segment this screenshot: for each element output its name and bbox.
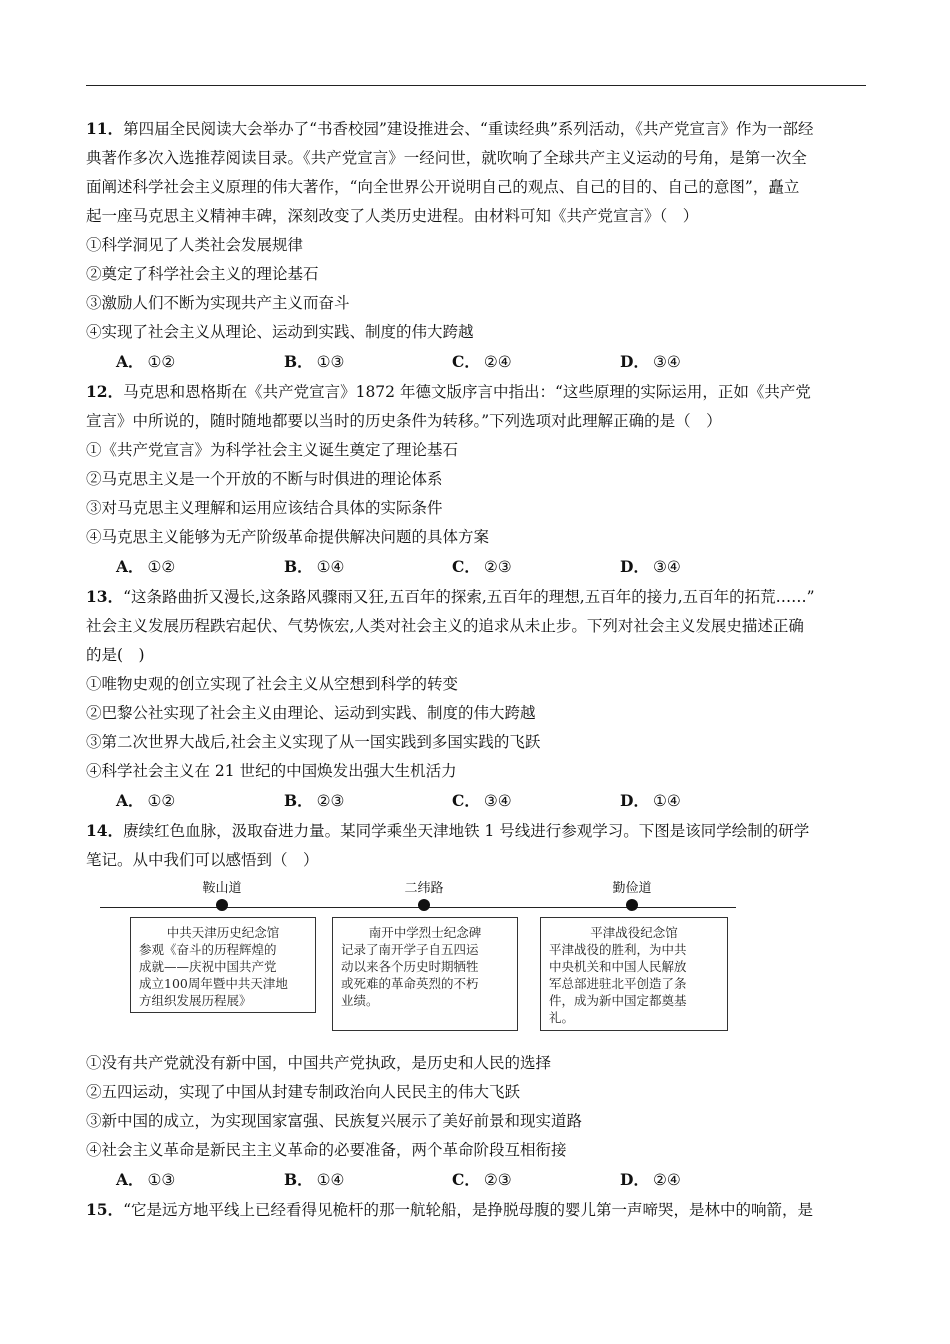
question-stem-line: 社会主义发展历程跌宕起伏、气势恢宏,人类对社会主义的追求从未止步。下列对社会主义发展史描述正确	[86, 617, 804, 635]
statement: ③第二次世界大战后,社会主义实现了从一国实践到多国实践的飞跃	[86, 733, 541, 751]
answer-choices	[86, 1165, 866, 1195]
note-line: 方组织发展历程展》	[139, 993, 252, 1008]
statement: ④社会主义革命是新民主主义革命的必要准备，两个革命阶段互相衔接	[86, 1141, 567, 1159]
choice-a[interactable]: A． ①②	[116, 352, 176, 371]
question-stem-line: “它是远方地平线上已经看得见桅杆的那一航轮船，是挣脱母腹的婴儿第一声啼哭，是林中的响箭，是	[123, 1201, 814, 1219]
note-line: 成立100周年暨中共天津地	[139, 976, 288, 991]
note-line: 动以来各个历史时期牺牲	[341, 959, 479, 974]
metro-line-figure	[86, 881, 866, 1045]
station-label: 二纬路	[404, 881, 444, 896]
question-stem-line: 赓续红色血脉，汲取奋进力量。某同学乘坐天津地铁 1 号线进行参观学习。下图是该同学绘制的研学	[123, 822, 810, 840]
station-erweilu	[364, 881, 484, 911]
statement: ②五四运动，实现了中国从封建专制政治向人民民主的伟大飞跃	[86, 1083, 521, 1101]
station-qinjiandao	[572, 881, 692, 911]
question-stem-line: 起一座马克思主义精神丰碑，深刻改变了人类历史进程。由材料可知《共产党宣言》（ ）	[86, 207, 699, 225]
note-line: 件，成为新中国定都奠基	[549, 993, 687, 1008]
statement: ①唯物史观的创立实现了社会主义从空想到科学的转变	[86, 675, 459, 693]
question-number: 14．	[86, 821, 124, 840]
question-14	[86, 816, 866, 1195]
note-title: 中共天津历史纪念馆	[166, 925, 280, 940]
top-rule	[86, 85, 866, 86]
choice-b[interactable]: B． ①③	[284, 352, 345, 371]
station-label: 勤俭道	[612, 881, 652, 896]
choice-c[interactable]: C． ③④	[452, 791, 512, 810]
statement: ③激励人们不断为实现共产主义而奋斗	[86, 294, 350, 312]
question-stem-line: 笔记。从中我们可以感悟到（ ）	[86, 851, 319, 869]
exam-page	[86, 114, 866, 1225]
choice-d[interactable]: D． ③④	[620, 352, 681, 371]
choice-d[interactable]: D． ③④	[620, 557, 681, 576]
statement: ①没有共产党就没有新中国，中国共产党执政，是历史和人民的选择	[86, 1054, 552, 1072]
choice-a[interactable]: A． ①②	[116, 557, 176, 576]
question-stem-line: 的是( )	[86, 646, 145, 664]
question-stem-line: “这条路曲折又漫长,这条路风骤雨又狂,五百年的探索,五百年的理想,五百年的接力,五百年的拓荒……”	[123, 588, 815, 606]
question-stem-line: 马克思和恩格斯在《共产党宣言》1872 年德文版序言中指出：“这些原理的实际运用，正如《共产党	[123, 383, 811, 401]
note-line: 中央机关和中国人民解放	[549, 959, 687, 974]
station-label: 鞍山道	[202, 881, 242, 896]
note-box-pingjin-museum	[540, 917, 728, 1031]
choice-b[interactable]: B． ①④	[284, 557, 345, 576]
note-line: 参观《奋斗的历程辉煌的	[139, 942, 277, 957]
choice-d[interactable]: D． ②④	[620, 1170, 681, 1189]
station-anshandao	[162, 881, 282, 911]
choice-d[interactable]: D． ①④	[620, 791, 681, 810]
question-stem-line: 宣言》中所说的，随时随地都要以当时的历史条件为转移。”下列选项对此理解正确的是（ ）	[86, 412, 722, 430]
question-number: 13．	[86, 587, 124, 606]
statement: ②马克思主义是一个开放的不断与时俱进的理论体系	[86, 470, 443, 488]
question-stem-line: 面阐述科学社会主义原理的伟大著作，“向全世界公开说明自己的观点、自己的目的、自己的意图”，矗立	[86, 178, 800, 196]
question-stem-line: 第四届全民阅读大会举办了“书香校园”建设推进会、“重读经典”系列活动，《共产党宣言》作为一部经	[123, 120, 814, 138]
question-15	[86, 1195, 866, 1225]
answer-choices	[86, 786, 866, 816]
statement: ④科学社会主义在 21 世纪的中国焕发出强大生机活力	[86, 762, 457, 780]
question-number: 11．	[86, 119, 124, 138]
note-title: 平津战役纪念馆	[590, 925, 678, 940]
question-number: 12．	[86, 382, 124, 401]
answer-choices	[86, 552, 866, 582]
statement: ③新中国的成立，为实现国家富强、民族复兴展示了美好前景和现实道路	[86, 1112, 583, 1130]
question-13	[86, 582, 866, 816]
question-number: 15．	[86, 1200, 124, 1219]
station-dot	[418, 899, 430, 911]
answer-choices	[86, 347, 866, 377]
choice-a[interactable]: A． ①②	[116, 791, 176, 810]
note-title: 南开中学烈士纪念碑	[368, 925, 482, 940]
choice-b[interactable]: B． ①④	[284, 1170, 345, 1189]
note-box-nankai-monument	[332, 917, 518, 1031]
choice-b[interactable]: B． ②③	[284, 791, 345, 810]
statement: ②巴黎公社实现了社会主义由理论、运动到实践、制度的伟大跨越	[86, 704, 536, 722]
station-dot	[626, 899, 638, 911]
station-dot	[216, 899, 228, 911]
note-line: 记录了南开学子自五四运	[341, 942, 479, 957]
note-line: 礼。	[549, 1010, 575, 1025]
choice-c[interactable]: C． ②④	[452, 352, 512, 371]
note-line: 或死难的革命英烈的不朽	[341, 976, 479, 991]
statement: ④马克思主义能够为无产阶级革命提供解决问题的具体方案	[86, 528, 490, 546]
question-12	[86, 377, 866, 582]
choice-c[interactable]: C． ②③	[452, 557, 512, 576]
statement: ③对马克思主义理解和运用应该结合具体的实际条件	[86, 499, 443, 517]
statement: ②奠定了科学社会主义的理论基石	[86, 265, 319, 283]
note-line: 平津战役的胜利，为中共	[549, 942, 687, 957]
statement: ①《共产党宣言》为科学社会主义诞生奠定了理论基石	[86, 441, 459, 459]
note-line: 成就——庆祝中国共产党	[139, 959, 277, 974]
question-stem-line: 典著作多次入选推荐阅读目录。《共产党宣言》一经问世，就吹响了全球共产主义运动的号角，是第一次全	[86, 149, 807, 167]
note-line: 军总部进驻北平创造了条	[549, 976, 687, 991]
choice-a[interactable]: A． ①③	[116, 1170, 176, 1189]
question-11	[86, 114, 866, 377]
statement: ④实现了社会主义从理论、运动到实践、制度的伟大跨越	[86, 323, 474, 341]
note-box-history-museum	[130, 917, 316, 1013]
choice-c[interactable]: C． ②③	[452, 1170, 512, 1189]
note-line: 业绩。	[341, 993, 379, 1008]
statement: ①科学洞见了人类社会发展规律	[86, 236, 304, 254]
